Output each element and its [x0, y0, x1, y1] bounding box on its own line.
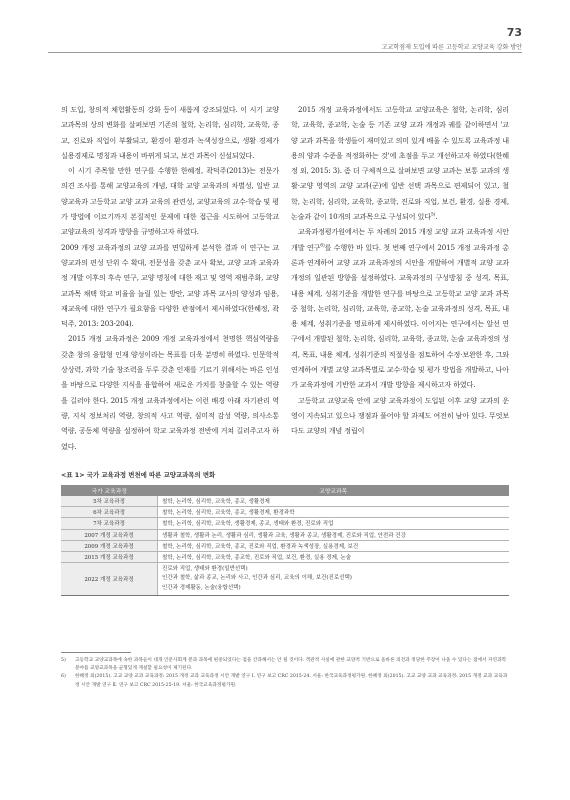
paragraph-text: 고등학교 교양교육 안에 교양 교육과정이 도입된 이후 교양 교과의 운영이 지속되고 있으나 쟁점과 풀어야 할 과제도 여전히 남아 있다. 무엇보다도 교양의 개념 정립이	[291, 395, 509, 436]
subjects-line: 철학, 논리학, 심리학, 교육학, 종교, 생활경제	[162, 499, 270, 506]
curriculum-cell: 2007 개정 교육과정	[61, 529, 158, 540]
table-row	[61, 518, 509, 529]
table-header-subjects: 교양교과목	[158, 485, 510, 496]
subjects-line: 철학, 논리학, 심리학, 교육학, 종교, 진로와 직업, 환경과 녹색성장, 실용경제, 보건	[162, 543, 359, 550]
table-row	[61, 540, 509, 551]
body-columns	[61, 102, 509, 464]
subjects-cell	[158, 529, 510, 540]
paragraph	[291, 393, 509, 439]
paragraph	[291, 224, 509, 392]
footnote-number: 5)	[61, 657, 66, 663]
curriculum-cell: 7차 교육과정	[61, 518, 158, 529]
paragraph	[61, 163, 279, 239]
table-row	[61, 551, 509, 562]
subjects-line: 진로와 직업, 생태와 환경(일반선택)	[162, 565, 248, 572]
subjects-cell	[158, 507, 510, 518]
paragraph	[61, 240, 279, 332]
footnotes	[61, 652, 509, 690]
curriculum-table	[61, 485, 509, 596]
table-row	[61, 496, 509, 507]
table-header-curriculum: 국가 교육과정	[61, 485, 158, 496]
subjects-cell	[158, 540, 510, 551]
footnote-rule	[61, 652, 131, 653]
subjects-cell	[158, 551, 510, 562]
footnote-text: 고등학교 교양교과목에 속한 과목들이 대개 인문사회계 분과 과목에 편중되었다는 점을 간과해서는 안 될 것이다. 객관적 사실에 관한 교양적 기반으로 올바른 의견과 정당한 주장이 나올 수 있다는 점에서 자연과학 분야를 교양교과목을 균형있게 재설할 필요성이 제기된다.	[75, 657, 507, 671]
paragraph-text: 이 시기 주목할 만한 연구를 수행한 한혜정, 곽덕주(2013)는 전문가 의견 조사를 통해 교양교육의 개념, 대학 교양 교육과의 차별성, 일반 교양교육과 고등학교 교양 교과 교육의 관련성, 교양교육의 교수·학습 및 평가 방법에 이르기까지 본질적인 문제에 대한 접근을 시도하여 고등학교 교양교육의 성격과 방향을 규명하고자 하였다.	[61, 166, 279, 237]
subjects-line: 철학, 논리학, 심리학, 교육학, 생활경제, 종교, 생태와 환경, 진로와 직업	[162, 521, 334, 528]
paragraph-text-cont: .	[435, 212, 438, 222]
subjects-line: 철학, 논리학, 심리학, 교육학, 종교학, 진로와 직업, 보건, 환경, 실용 경제, 논술	[162, 555, 352, 562]
page-number: 73	[506, 26, 522, 39]
subjects-cell	[158, 518, 510, 529]
paragraph-text: 교육과정평가원에서는 두 차례의 2015 개정 교양 교과 교육과정 시안 개발 연구	[291, 227, 509, 252]
subjects-cell	[158, 496, 510, 507]
paragraph-text: 2015 개정 교육과정은 2009 개정 교육과정에서 천명한 핵심역량을 갖춘 창의 융합형 인재 양성이라는 목표를 더욱 분명히 하였다. 인문학적 상상력, 과학 기술 창조력을 두루 갖춘 인재를 기르기 위해서는 바른 인성을 바탕으로 다양한 지식을 융합하여 새로운 가치를 창출할 수 있는 역량을 길러야 한다. 2015 개정 교육과정에서는 이런 배경 아래 자기관리 역량, 지식 정보처리 역량, 창의적 사고 역량, 심미적 감성 역량, 의사소통 역량, 공동체 역량을 설정하여 학교 교육과정 전반에 거쳐 길러주고자 하였다.	[61, 334, 279, 451]
subjects-line: 철학, 논리학, 심리학, 교육학, 종교, 생활경제, 환경과학	[162, 510, 295, 517]
paragraph-text-cont: 를 수행한 바 있다. 첫 번째 연구에서 2015 개정 교육과정 총론과 연계하여 교양 교과 교육과정의 시안을 개발하여 개별적 교양 교과 개정의 일관된 방향을 설정하였다. 교육과정의 구성방침 중 성격, 목표, 내용 체계, 성취기준을 개발한 연구를 바탕으로 고등학교 교양 교과 과목 중 철학, 논리학, 심리학, 교육학, 종교학, 논술 교육과정의 성격, 목표, 내용 체계, 성취기준을 명료하게 제시하였다. 이어지는 연구에서는 앞선 연구에서 개발된 철학, 논리학, 심리학, 교육학, 종교학, 논술 교육과정의 성격, 목표, 내용 체계, 성취기준의 적절성을 점토하여 수정·보완한 후, 그와 연계하여 개별 교양 교과목별로 교수·학습 및 평가 방법을 개발하고, 나아가 교육과정에 기반한 교과서 개발 방향을 제시하고자 하였다.	[291, 242, 509, 390]
table-row	[61, 529, 509, 540]
footnote-item	[61, 657, 509, 674]
curriculum-cell: 2022 개정 교육과정	[61, 563, 158, 596]
footnote-ref: 5)	[430, 212, 436, 218]
footnote-ref: 6)	[320, 243, 325, 249]
paragraph-text: 2015 개정 교육과정에서도 고등학교 교양교육은 철학, 논리학, 심리학, 교육학, 종교학, 논술 등 기존 교양 교과 개정과 궤를 같이하면서 '교양 교과 과목을 학생들이 재미있고 의미 있게 배울 수 있도록 교육과정 내용의 양과 수준을 적정화하는 것'에 초점을 두고 개선하고자 하였다(한혜정 외, 2015: 3). 좀 더 구체적으로 살펴보면 교양 교과는 보통 교과의 생활·교양 영역의 교양 교과(군)에 일반 선택 과목으로 편제되어 있고, 철학, 논리학, 심리학, 교육학, 종교학, 진로와 직업, 보건, 환경, 실용 경제, 논술과 같이 10개의 교과목으로 구성되어 있다	[291, 105, 509, 222]
curriculum-cell: 6차 교육과정	[61, 507, 158, 518]
paragraph	[291, 102, 509, 224]
subjects-line: 생활과 철학, 생활과 논리, 생활과 심리, 생활과 교육, 생활과 종교, 생활경제, 진로와 직업, 안전과 건강	[162, 532, 406, 539]
subjects-cell	[158, 563, 510, 596]
footnote-text: 한혜정 외(2015). 고교 교양 교과 교육과정: 2015 개정 교과 교육과정 시안 개발 연구 Ⅰ. 연구 보고 CRC 2015-24. 서울: 한국교육과정평가원. 한혜정 외(2015). 고교 교양 교과 교육과정: 2015 개정 교과 교육과정 시안 개발 연구 Ⅱ. 연구 보고 CRC 2015-25-19. 서울: 한국교육과정평가원.	[75, 674, 508, 688]
right-column	[291, 102, 509, 464]
table-caption: <표 1> 국가 교육과정 변천에 따른 교양교과목의 변화	[61, 471, 216, 479]
subjects-line: 인간과 철학, 삶과 종교, 논리와 사고, 인간과 심리, 교육의 이해, 보건(진로선택)	[162, 575, 352, 582]
running-header: 고교학점제 도입에 따른 고등학교 교양교육 강화 방안	[381, 44, 522, 51]
footnote-number: 6)	[61, 674, 66, 680]
paragraph-text: 2009 개정 교육과정의 교양 교과를 면밀하게 분석한 결과 이 연구는 교양교과의 편성 단위 수 확대, 전문성을 갖춘 교사 확보, 교양 교과 교육과정 개발 이후의 후속 연구, 교양 명칭에 대한 재고 및 영역 재범주화, 교양 교과목 채택 학교 비율을 늘릴 있는 방안, 교양 과목 교사의 양성과 임용, 재교육에 대한 연구가 필요함을 다양한 관점에서 제시하였다(한혜정, 곽덕주, 2013: 203-204).	[61, 242, 279, 329]
curriculum-cell: 2015 개정 교육과정	[61, 551, 158, 562]
subjects-line: 인간과 경제활동, 논술(융합선택)	[162, 584, 241, 591]
curriculum-cell: 2009 개정 교육과정	[61, 540, 158, 551]
header-rule	[48, 52, 522, 53]
paragraph-text: 의 도입, 창의적 체험활동의 강화 등이 새롭게 강조되었다. 이 시기 교양 교과목의 상의 변화를 살펴보면 기존의 철학, 논리학, 심리학, 교육학, 종교, 진로와 직업이 부활되고, 환경이 환경과 녹색성장으로, 생활 경제가 실용경제로 명칭과 내용이 바뀌게 되고, 보건 과목이 신설되었다.	[61, 105, 279, 160]
curriculum-cell: 5차 교육과정	[61, 496, 158, 507]
left-column	[61, 102, 279, 464]
paragraph	[61, 102, 279, 163]
footnote-item	[61, 673, 509, 690]
table-row	[61, 507, 509, 518]
table-row	[61, 563, 509, 596]
paragraph	[61, 331, 279, 453]
